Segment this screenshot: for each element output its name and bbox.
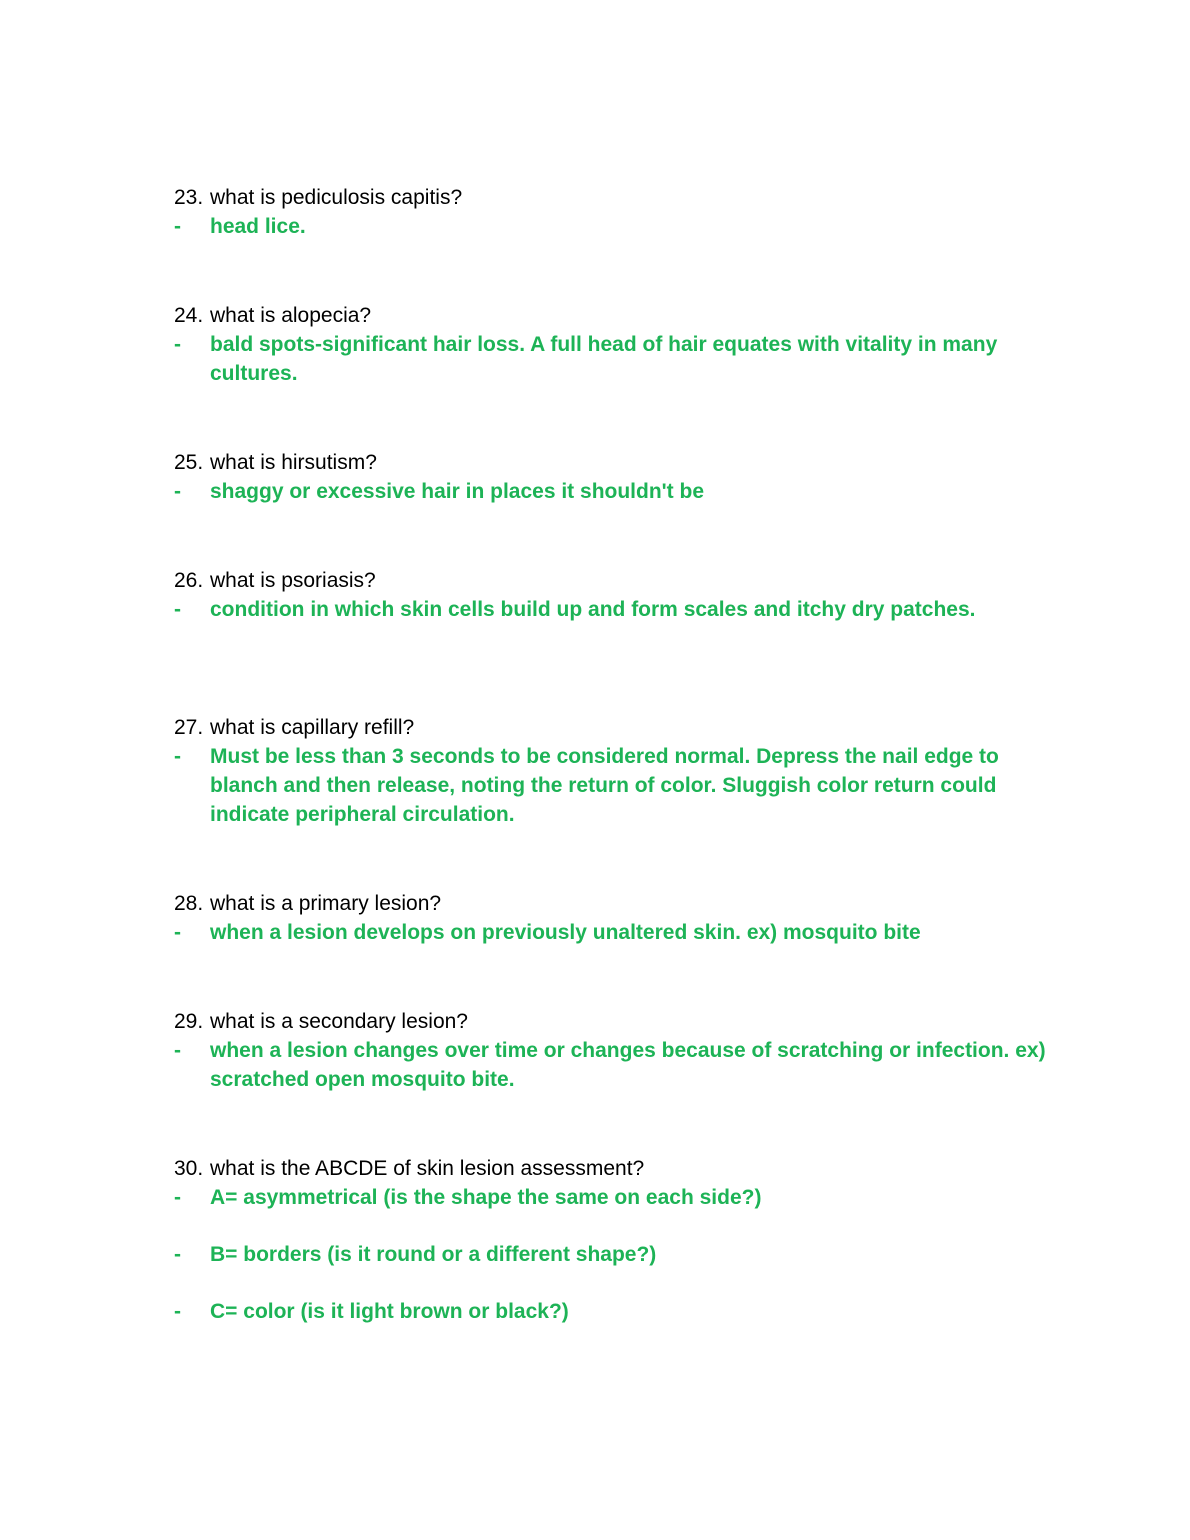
answer-27 [174, 742, 1054, 829]
question-number: 30. [174, 1157, 204, 1180]
question-number: 27. [174, 716, 204, 739]
answer-23 [174, 212, 1054, 241]
answer-29 [174, 1036, 1054, 1094]
question-26 [174, 566, 376, 595]
question-number: 24. [174, 304, 204, 327]
answer-text: when a lesion develops on previously unaltered skin. ex) mosquito bite [210, 921, 921, 944]
question-number: 29. [174, 1010, 204, 1033]
answer-text: B= borders (is it round or a different shape?) [210, 1243, 657, 1266]
bullet-dash: - [174, 215, 181, 238]
answer-text: C= color (is it light brown or black?) [210, 1300, 569, 1323]
answer-text: when a lesion changes over time or changes because of scratching or infection. ex) scratched open mosquito bite. [210, 1039, 1046, 1091]
answer-26 [174, 595, 1054, 624]
bullet-dash: - [174, 921, 181, 944]
bullet-dash: - [174, 333, 181, 356]
answer-24 [174, 330, 1054, 388]
bullet-dash: - [174, 745, 181, 768]
question-27 [174, 713, 414, 742]
answer-30-c [174, 1297, 1054, 1326]
question-text: what is capillary refill? [210, 716, 415, 739]
question-number: 28. [174, 892, 204, 915]
bullet-dash: - [174, 480, 181, 503]
answer-text: head lice. [210, 215, 306, 238]
answer-30-a [174, 1183, 1054, 1212]
question-29 [174, 1007, 468, 1036]
bullet-dash: - [174, 1300, 181, 1323]
question-text: what is psoriasis? [210, 569, 376, 592]
question-number: 25. [174, 451, 204, 474]
question-text: what is a secondary lesion? [210, 1010, 468, 1033]
answer-25 [174, 477, 1054, 506]
answer-text: A= asymmetrical (is the shape the same on each side?) [210, 1186, 762, 1209]
answer-text: Must be less than 3 seconds to be considered normal. Depress the nail edge to blanch and then release, noting the return of color. Sluggish color return could indicate peripheral circulation. [210, 745, 999, 826]
question-text: what is the ABCDE of skin lesion assessment? [210, 1157, 645, 1180]
question-25 [174, 448, 377, 477]
question-number: 23. [174, 186, 204, 209]
answer-text: condition in which skin cells build up and form scales and itchy dry patches. [210, 598, 976, 621]
bullet-dash: - [174, 1186, 181, 1209]
answer-30-b [174, 1240, 1054, 1269]
question-28 [174, 889, 441, 918]
answer-text: shaggy or excessive hair in places it shouldn't be [210, 480, 704, 503]
question-24 [174, 301, 371, 330]
question-30 [174, 1154, 644, 1183]
question-text: what is hirsutism? [210, 451, 377, 474]
answer-28 [174, 918, 1054, 947]
bullet-dash: - [174, 1243, 181, 1266]
answer-text: bald spots-significant hair loss. A full head of hair equates with vitality in many cultures. [210, 333, 998, 385]
question-text: what is pediculosis capitis? [210, 186, 463, 209]
question-number: 26. [174, 569, 204, 592]
bullet-dash: - [174, 598, 181, 621]
bullet-dash: - [174, 1039, 181, 1062]
question-text: what is alopecia? [210, 304, 372, 327]
question-23 [174, 183, 462, 212]
question-text: what is a primary lesion? [210, 892, 442, 915]
